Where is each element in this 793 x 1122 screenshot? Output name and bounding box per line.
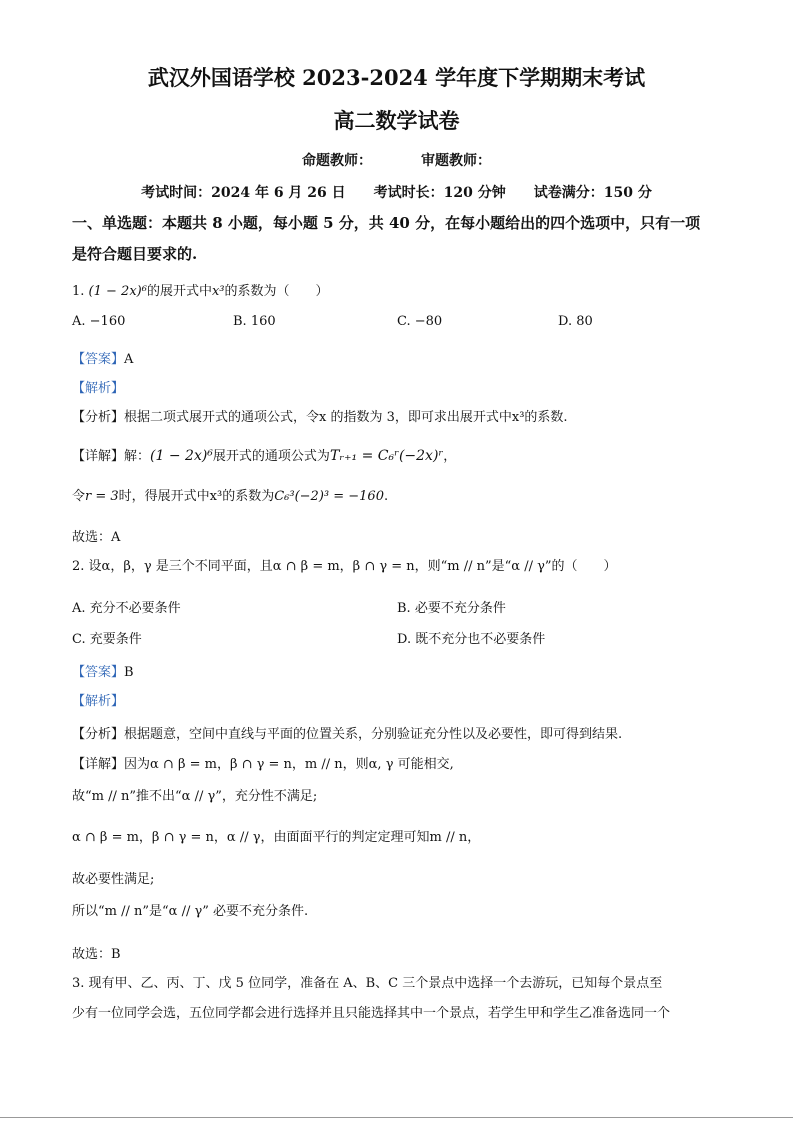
q3-stem-line1: 3. 现有甲、乙、丙、丁、戊 5 位同学，准备在 A、B、C 三个景点中选择一个去游玩，已知每个景点至 bbox=[72, 976, 663, 991]
q2-stem: 2. 设α，β，γ 是三个不同平面，且α ∩ β = m，β ∩ γ = n，则“m // n”是“α // γ”的（ ） bbox=[72, 559, 617, 574]
q2-option-a: A. 充分不必要条件 bbox=[72, 601, 181, 616]
q1-option-b: B. 160 bbox=[233, 314, 276, 329]
exam-info-line: 考试时间：2024 年 6 月 26 日 考试时长：120 分钟 试卷满分：150 分 bbox=[141, 185, 652, 201]
q1-number: 1. bbox=[72, 284, 85, 299]
q1-stem-end: 的系数为（ ） bbox=[224, 284, 329, 299]
q1-option-a: A. −160 bbox=[72, 314, 126, 329]
xiangjie-tag: 【详解】 bbox=[72, 757, 125, 772]
q1-answer bbox=[72, 348, 133, 367]
q2-fenxi-text: 根据题意，空间中直线与平面的位置关系，分别验证充分性以及必要性，即可得到结果. bbox=[124, 727, 623, 742]
q2-option-d: D. 既不充分也不必要条件 bbox=[397, 632, 546, 647]
answer-tag: 【答案】 bbox=[72, 665, 125, 680]
q1-option-d: D. 80 bbox=[558, 314, 593, 329]
section-heading-line2: 是符合题目要求的. bbox=[72, 245, 198, 263]
q1-detail2-pre: 令 bbox=[72, 489, 86, 504]
q1-variable: x³ bbox=[211, 284, 225, 299]
q1-analysis-tag: 【解析】 bbox=[72, 381, 125, 396]
q1-detail2-end: . bbox=[383, 489, 389, 504]
q3-stem-line2: 少有一位同学会选，五位同学都会进行选择并且只能选择其中一个景点，若学生甲和学生乙准备选同一个 bbox=[72, 1006, 671, 1021]
q1-detail1-mid: 展开式的通项公式为 bbox=[212, 449, 330, 464]
fenxi-tag: 【分析】 bbox=[72, 727, 125, 742]
q1-expression: (1 − 2x)⁶ bbox=[88, 284, 147, 299]
q2-detail-5: 所以“m // n”是“α // γ” 必要不充分条件. bbox=[72, 904, 309, 919]
q1-general-term: Tᵣ₊₁ = C₆ʳ(−2x)ʳ bbox=[329, 448, 444, 464]
q1-detail1-pre: 解： bbox=[124, 449, 151, 464]
q1-stem-mid: 的展开式中 bbox=[146, 284, 212, 299]
q1-detail-1 bbox=[72, 445, 456, 464]
q2-detail-1 bbox=[72, 753, 454, 772]
exam-title: 武汉外国语学校 2023-2024 学年度下学期期末考试 bbox=[147, 65, 646, 90]
q2-detail1-text: 因为α ∩ β = m，β ∩ γ = n，m // n，则α, γ 可能相交, bbox=[124, 757, 454, 772]
q1-detail1-expr: (1 − 2x)⁶ bbox=[150, 448, 213, 464]
q2-fenxi bbox=[72, 723, 622, 742]
q1-stem bbox=[72, 280, 329, 299]
q1-option-c: C. −80 bbox=[397, 314, 443, 329]
fenxi-tag: 【分析】 bbox=[72, 410, 125, 425]
q2-detail-2: 故“m // n”推不出“α // γ”，充分性不满足; bbox=[72, 789, 318, 804]
q1-detail2-mid: 时，得展开式中x³的系数为 bbox=[118, 489, 275, 504]
q1-coefficient-formula: C₆³(−2)³ = −160 bbox=[274, 489, 384, 504]
q1-r-value: r = 3 bbox=[85, 489, 119, 504]
q2-analysis-tag: 【解析】 bbox=[72, 694, 125, 709]
q1-fenxi bbox=[72, 406, 568, 425]
q1-fenxi-text: 根据二项式展开式的通项公式，令x 的指数为 3，即可求出展开式中x³的系数. bbox=[124, 410, 568, 425]
q2-detail-4: 故必要性满足; bbox=[72, 872, 155, 887]
q1-answer-value: A bbox=[124, 352, 134, 367]
teacher-line: 命题教师： 审题教师： bbox=[302, 153, 491, 169]
q2-detail-3: α ∩ β = m，β ∩ γ = n，α // γ，由面面平行的判定定理可知m // n， bbox=[72, 830, 481, 845]
q2-answer bbox=[72, 661, 134, 680]
q2-result: 故选：B bbox=[72, 947, 121, 962]
exam-subtitle: 高二数学试卷 bbox=[333, 108, 460, 133]
q1-detail1-end: ， bbox=[443, 449, 457, 464]
q2-option-b: B. 必要不充分条件 bbox=[397, 601, 506, 616]
xiangjie-tag: 【详解】 bbox=[72, 449, 125, 464]
answer-tag: 【答案】 bbox=[72, 352, 125, 367]
section-heading-line1: 一、单选题：本题共 8 小题，每小题 5 分，共 40 分，在每小题给出的四个选项中，只有一项 bbox=[72, 214, 701, 232]
page-bottom-divider bbox=[0, 1117, 793, 1118]
q2-option-c: C. 充要条件 bbox=[72, 632, 142, 647]
q2-answer-value: B bbox=[124, 665, 134, 680]
q1-result: 故选：A bbox=[72, 530, 121, 545]
q1-detail-2 bbox=[72, 485, 388, 504]
